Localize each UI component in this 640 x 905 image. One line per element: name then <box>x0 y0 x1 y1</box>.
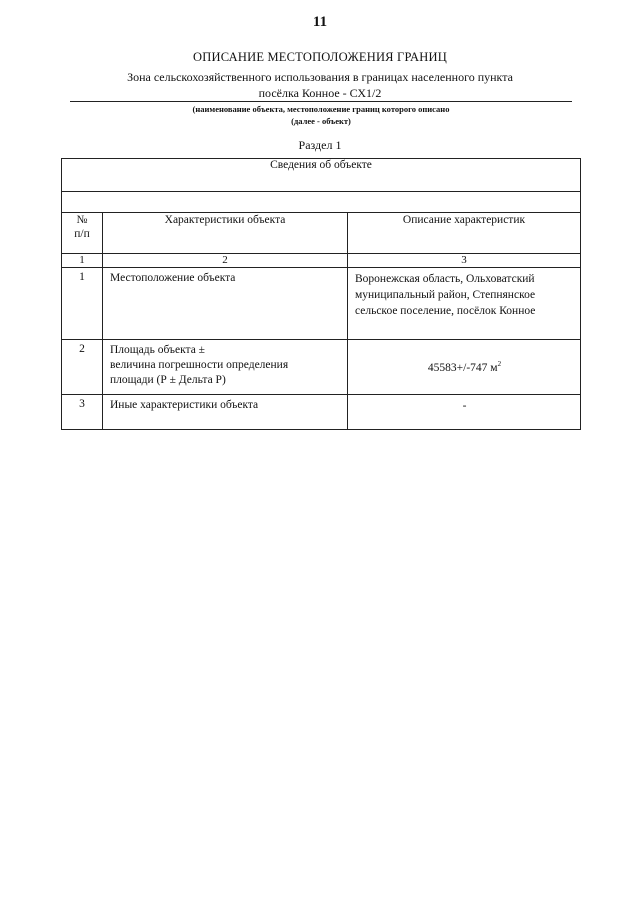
column-number-row <box>62 254 581 268</box>
object-name-underline <box>70 101 572 102</box>
column-number-3: 3 <box>348 254 581 268</box>
row-description-line-3: сельское поселение, посёлок Конное <box>355 305 536 317</box>
table-row <box>62 395 581 430</box>
column-number-2: 2 <box>103 254 348 268</box>
table-row <box>62 340 581 395</box>
column-header-description: Описание характеристик <box>348 213 581 254</box>
row-characteristic: Местоположение объекта <box>103 268 348 340</box>
table-empty-row <box>62 192 581 213</box>
row-characteristic: Иные характеристики объекта <box>103 395 348 430</box>
row-description-line-2: муниципальный район, Степнянское <box>355 289 536 301</box>
object-name-caption <box>70 103 572 127</box>
column-header-num <box>62 213 103 254</box>
caption-line-2: (далее - объект) <box>291 116 351 126</box>
column-header-num-line-2: п/п <box>74 228 90 240</box>
column-header-row <box>62 213 581 254</box>
row-characteristic-line-2: величина погрешности определения <box>110 359 289 371</box>
area-unit-superscript: 2 <box>497 359 502 368</box>
column-number-1: 1 <box>62 254 103 268</box>
page-number: 11 <box>312 14 328 30</box>
column-header-num-line-1: № <box>76 214 88 226</box>
object-name <box>70 69 570 101</box>
area-value: 45583+/-747 м <box>427 361 498 374</box>
row-characteristic-line-1: Площадь объекта ± <box>110 344 205 356</box>
caption-line-1: (наименование объекта, местоположение границ которого описано <box>192 104 450 114</box>
section-title: Раздел 1 <box>298 138 342 152</box>
row-description <box>348 268 581 340</box>
object-name-line-1: Зона сельскохозяйственного использования в границах населенного пункта <box>127 70 513 84</box>
object-info-table <box>61 158 581 430</box>
table-header-row <box>62 159 581 192</box>
row-characteristic-line-3: площади (Р ± Дельта Р) <box>110 374 226 386</box>
document-title: ОПИСАНИЕ МЕСТОПОЛОЖЕНИЯ ГРАНИЦ <box>193 50 447 64</box>
row-number: 1 <box>62 268 103 340</box>
object-name-line-2: посёлка Конное - СХ1/2 <box>258 86 382 100</box>
table-header: Сведения об объекте <box>62 159 581 192</box>
row-description <box>348 340 581 395</box>
column-header-characteristics: Характеристики объекта <box>103 213 348 254</box>
row-number: 2 <box>62 340 103 395</box>
row-characteristic <box>103 340 348 395</box>
row-description-line-1: Воронежская область, Ольховатский <box>355 273 535 285</box>
row-number: 3 <box>62 395 103 430</box>
table-row <box>62 268 581 340</box>
table-empty-cell <box>62 192 581 213</box>
row-description: - <box>348 395 581 430</box>
